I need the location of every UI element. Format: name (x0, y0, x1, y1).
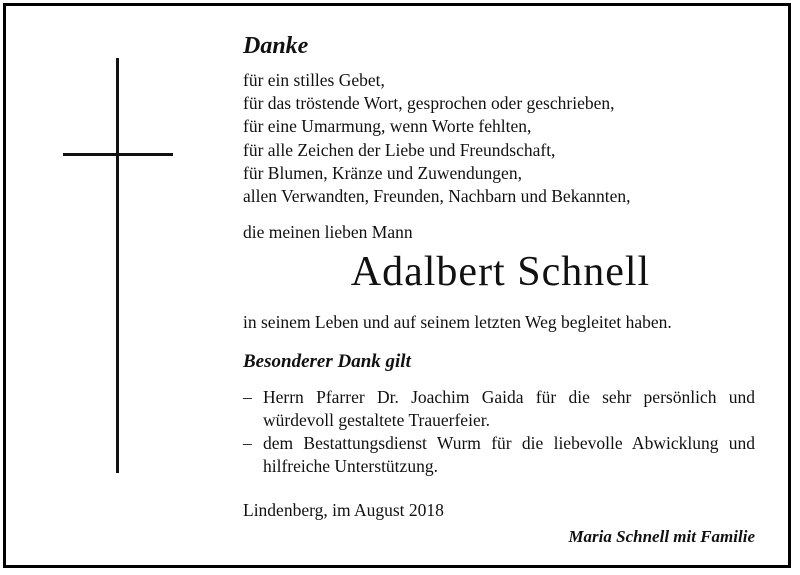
list-item-text: dem Bestattungsdienst Wurm für die liebevolle Abwicklung und hilfreiche Unterstützung. (263, 433, 755, 476)
place-date: Lindenberg, im August 2018 (243, 500, 444, 520)
special-thanks-heading: Besonderer Dank gilt (243, 351, 411, 372)
obituary-notice (3, 3, 791, 568)
heading-danke: Danke (243, 33, 309, 59)
thanks-line: für Blumen, Kränze und Zuwendungen, (243, 162, 522, 183)
dash-marker: – (243, 387, 252, 407)
cross-icon-bar (63, 153, 173, 156)
thanks-lines (243, 69, 630, 208)
intro-text: die meinen lieben Mann (243, 222, 413, 242)
special-thanks-list (243, 386, 755, 478)
thanks-line: allen Verwandten, Freunden, Nachbarn und Bekannten, (243, 186, 631, 207)
thanks-line: für ein stilles Gebet, (243, 70, 385, 90)
deceased-name: Adalbert Schnell (350, 249, 651, 295)
thanks-line: für alle Zeichen der Liebe und Freundschaft, (243, 139, 556, 160)
dash-marker: – (243, 433, 252, 453)
signature: Maria Schnell mit Familie (568, 527, 755, 546)
thanks-line: für das tröstende Wort, gesprochen oder geschrieben, (243, 93, 615, 114)
after-name-text: in seinem Leben und auf seinem letzten Weg begleitet haben. (243, 312, 672, 332)
cross-icon (116, 58, 119, 473)
list-item (243, 386, 755, 432)
list-item-text: Herrn Pfarrer Dr. Joachim Gaida für die sehr persönlich und würdevoll gestaltete Trauerfeier. (263, 387, 755, 430)
thanks-line: für eine Umarmung, wenn Worte fehlten, (243, 116, 532, 137)
list-item (243, 432, 755, 478)
